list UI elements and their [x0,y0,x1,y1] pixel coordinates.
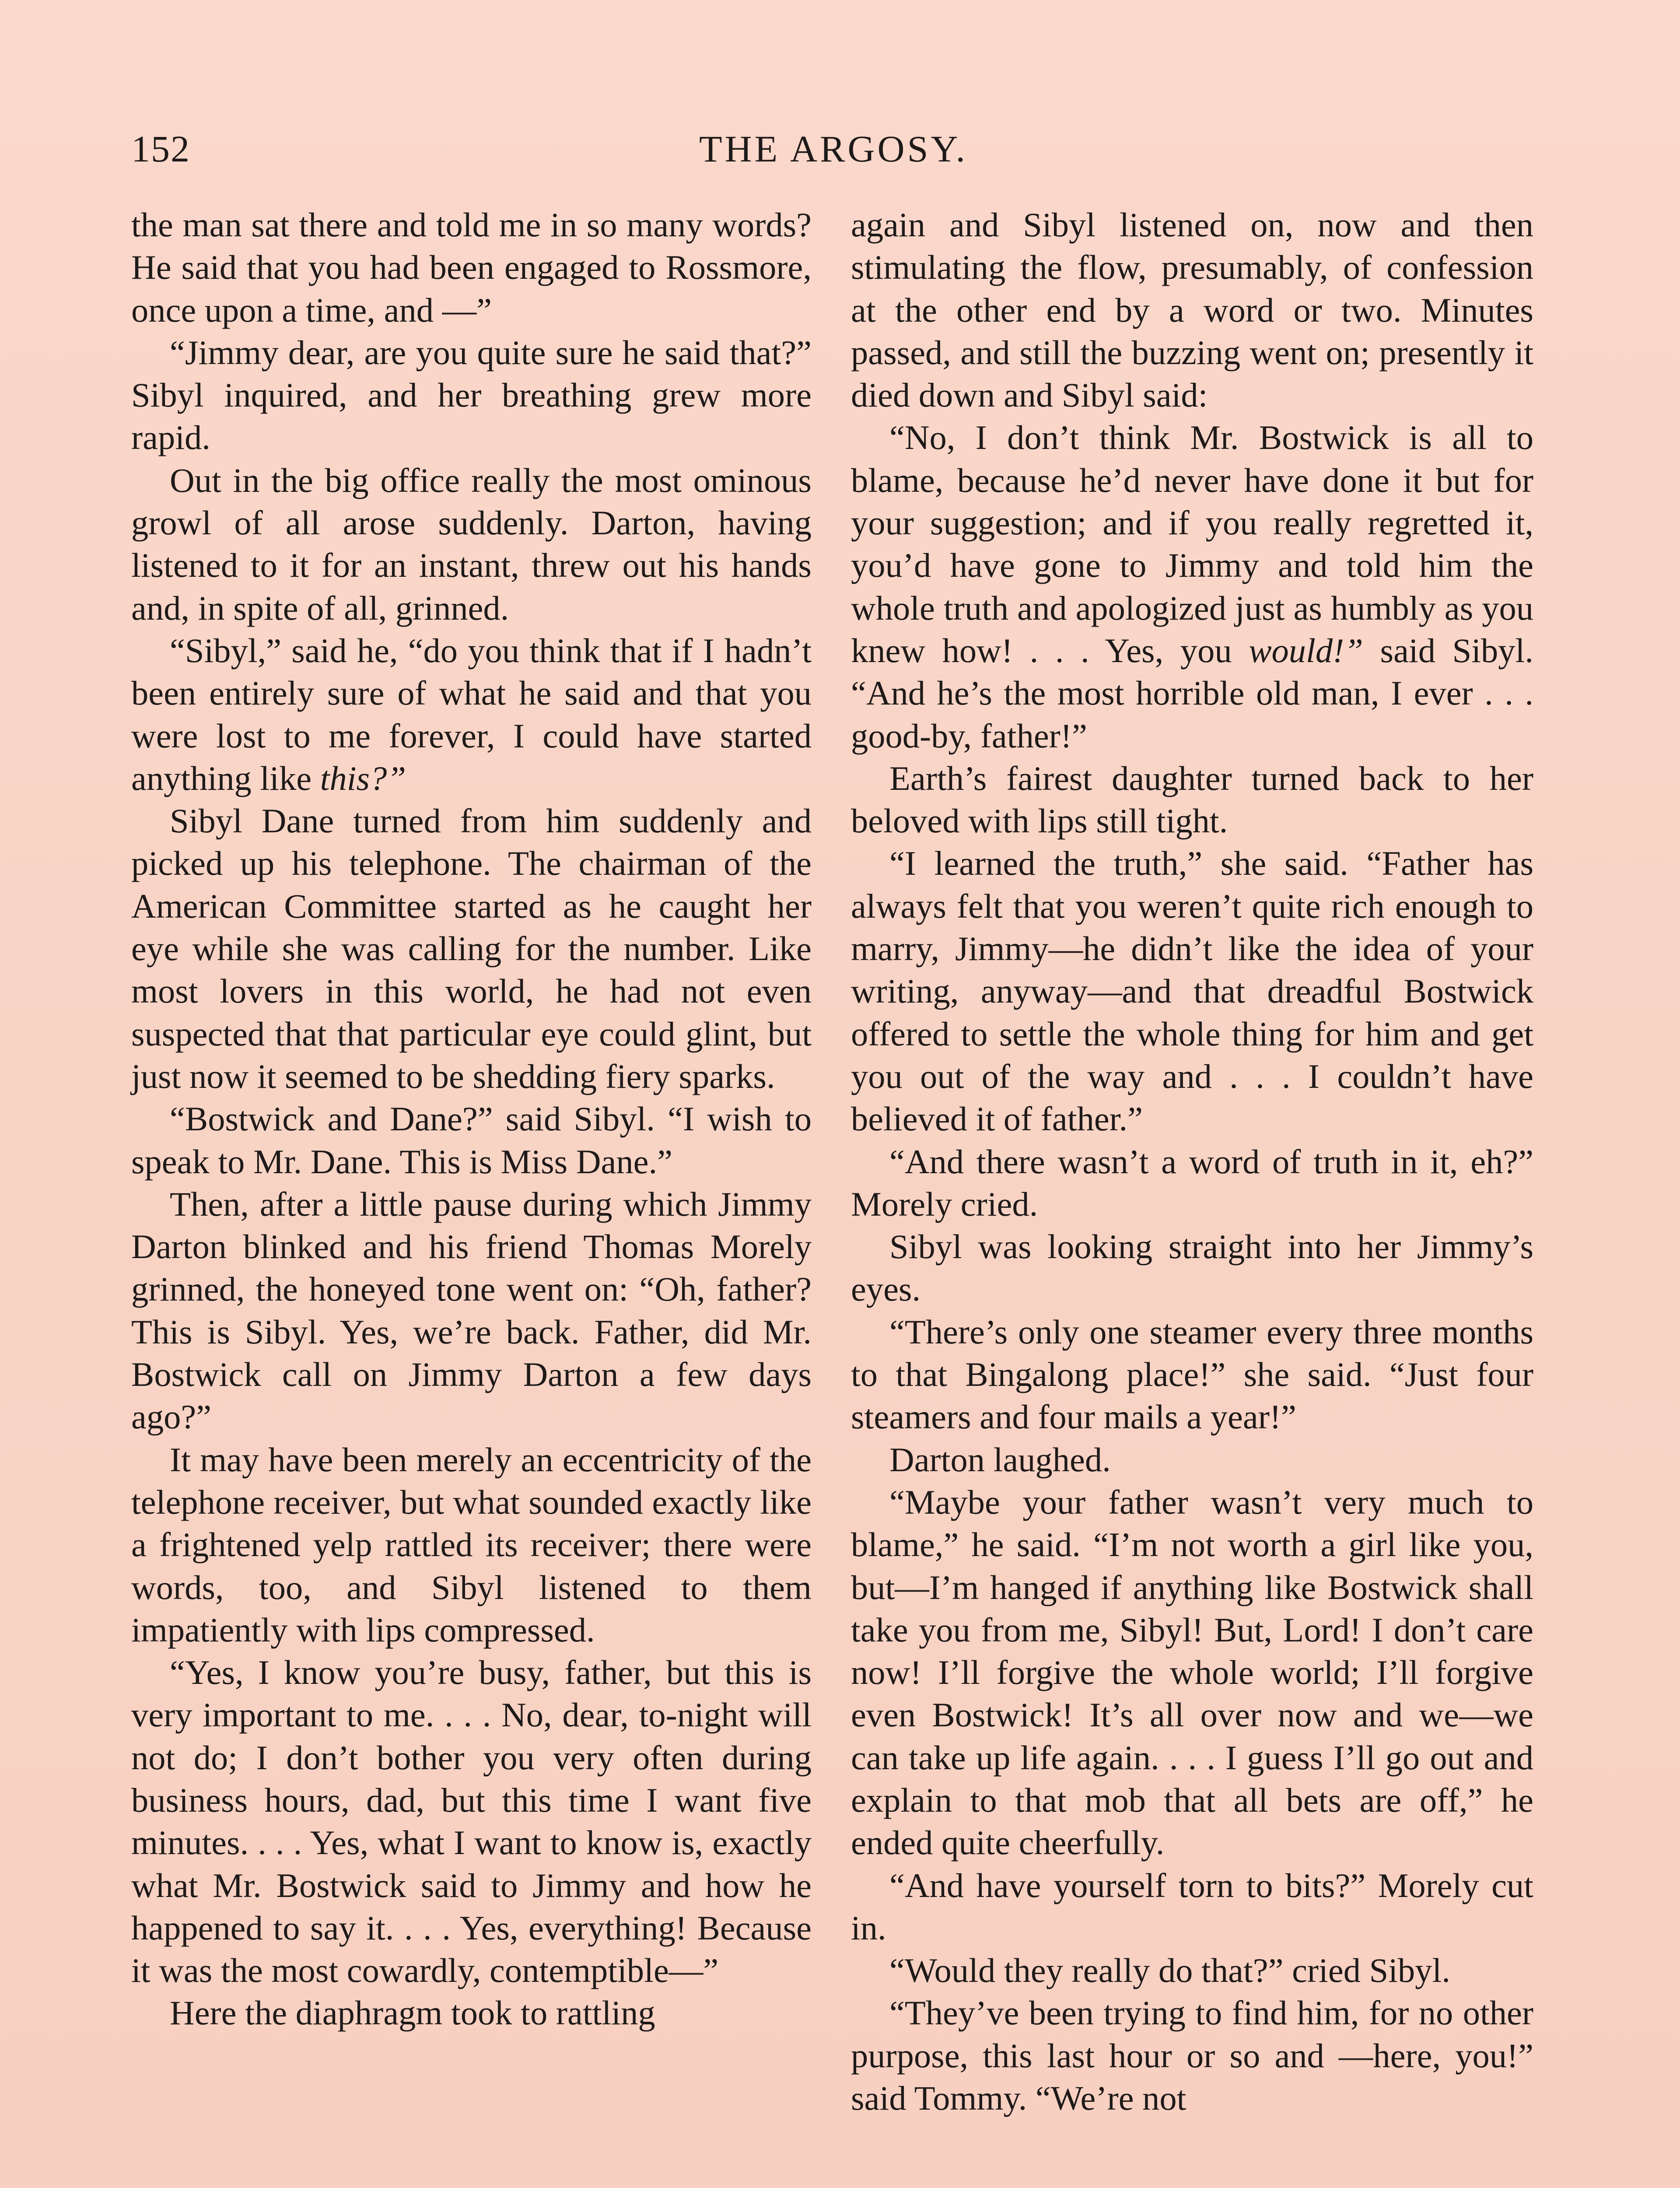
paragraph: “Yes, I know you’re busy, father, but this is very important to me. . . . No, dear, to-night will not do; I don’t bother you very often during business hours, dad, but this time I want five minutes. . . . Yes, what I want to know is, exactly what Mr. Bostwick said to Jimmy and how he happened to say it. . . . Yes, everything! Because it was the most cowardly, contemptible—” [131,1653,812,1990]
running-title: THE ARGOSY. [699,128,968,170]
paragraph: Darton laughed. [889,1440,1111,1479]
paragraph [851,416,1533,757]
paragraph [131,629,812,799]
paragraph: “Would they really do that?” cried Sibyl. [889,1951,1450,1990]
paragraph: Earth’s fairest daughter turned back to her beloved with lips still tight. [851,759,1533,840]
paragraph: “There’s only one steamer every three months to that Bingalong place!” she said. “Just four steamers and four mails a year!” [851,1312,1533,1436]
paragraph: “And have yourself torn to bits?” Morely cut in. [851,1866,1533,1947]
emphasis: would!” [1249,631,1363,670]
paragraph: “And there wasn’t a word of truth in it, eh?” Morely cried. [851,1142,1533,1223]
paragraph: “I learned the truth,” she said. “Father has always felt that you weren’t quite rich enough to marry, Jimmy—he didn’t like the idea of your writing, anyway—and that dreadful Bostwick offered to settle the whole thing for him and get you out of the way and . . . I couldn’t have believed it of father.” [851,844,1533,1138]
text-run: “Sibyl,” said he, “do you think that if I hadn’t been entirely sure of what he said and that you were lost to me forever, I could have started anything like [131,631,812,797]
paragraph: It may have been merely an eccentricity of the telephone receiver, but what sounded exactly like a frightened yelp rattled its receiver; there were words, too, and Sibyl listened to them impatiently with lips compressed. [131,1440,812,1649]
right-column [851,203,1533,2119]
paragraph: Out in the big office really the most ominous growl of all arose suddenly. Darton, having listened to it for an instant, threw out his hands and, in spite of all, grinned. [131,461,812,627]
paragraph: the man sat there and told me in so many words? He said that you had been engaged to Rossmore, once upon a time, and —” [131,206,812,329]
paragraph: again and Sibyl listened on, now and then stimulating the flow, presumably, of confession at the other end by a word or two. Minutes passed, and still the buzzing went on; presently it died down and Sibyl said: [851,206,1533,414]
page-header [131,125,1536,173]
text-run: said Sibyl. “And he’s the most horrible old man, I ever . . . good-by, father!” [851,631,1533,755]
paragraph: “They’ve been trying to find him, for no other purpose, this last hour or so and —here, you!” said Tommy. “We’re not [851,1994,1533,2118]
paragraph: “Bostwick and Dane?” said Sibyl. “I wish to speak to Mr. Dane. This is Miss Dane.” [131,1100,812,1181]
paragraph: Sibyl Dane turned from him suddenly and picked up his telephone. The chairman of the American Committee started as he caught her eye while she was calling for the number. Like most lovers in this world, he had not even suspected that that particular eye could glint, but just now it seemed to be shedding fiery sparks. [131,802,812,1095]
paragraph: Here the diaphragm took to rattling [170,1994,655,2032]
paragraph: Then, after a little pause during which Jimmy Darton blinked and his friend Thomas Morely grinned, the honeyed tone went on: “Oh, father? This is Sibyl. Yes, we’re back. Father, did Mr. Bostwick call on Jimmy Darton a few days ago?” [131,1185,812,1436]
paragraph: Sibyl was looking straight into her Jimmy’s eyes. [851,1227,1533,1308]
paragraph: “Jimmy dear, are you quite sure he said that?” Sibyl inquired, and her breathing grew more rapid. [131,333,812,457]
paragraph: “Maybe your father wasn’t very much to blame,” he said. “I’m not worth a girl like you, but—I’m hanged if anything like Bostwick shall take you from me, Sibyl! But, Lord! I don’t care now! I’ll forgive the whole world; I’ll forgive even Bostwick! It’s all over now and we—we can take up life again. . . . I guess I’ll go out and explain to that mob that all bets are off,” he ended quite cheerfully. [851,1483,1533,1862]
emphasis: this?” [320,759,406,797]
text-run: “No, I don’t think Mr. Bostwick is all to blame, because he’d never have done it but for your suggestion; and if you really regretted it, you’d have gone to Jimmy and told him the whole truth and apologized just as humbly as you knew how! . . . Yes, you [851,418,1533,670]
page-number: 152 [131,128,190,170]
left-column [131,203,812,2034]
